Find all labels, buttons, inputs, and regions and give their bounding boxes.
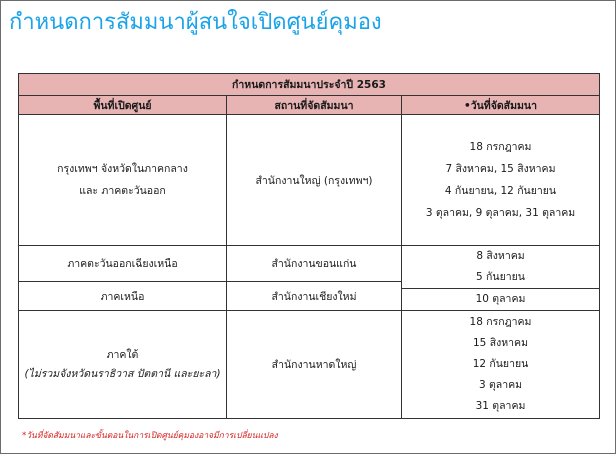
table-row (19, 311, 600, 419)
region-cell: ภาคตะวันออกเฉียงเหนือ (19, 246, 227, 282)
table-caption (19, 74, 600, 96)
venue-cell: สำนักงานเชียงใหม่ (227, 282, 402, 311)
region-cell: กรุงเทพฯ จังหวัดในภาคกลาง และ ภาคตะวันออก (19, 115, 227, 246)
region-cell: ภาคเหนือ (19, 282, 227, 311)
venue-cell: สำนักงานขอนแก่น (227, 246, 402, 282)
region-cell: ภาคใต้ (ไม่รวมจังหวัดนราธิวาส ปัตตานี และยะลา) (19, 311, 227, 419)
table-caption-text: กำหนดการสัมมนาประจำปี 2563 (232, 79, 386, 91)
seminar-schedule-table (18, 73, 600, 419)
column-header-dates: •วันที่จัดสัมมนา (402, 96, 600, 115)
table-row (19, 115, 600, 246)
dates-cell: 18 กรกฎาคม 15 สิงหาคม 12 กันยายน 3 ตุลาคม 31 ตุลาคม (402, 311, 600, 419)
footnote: *วันที่จัดสัมมนาและขั้นตอนในการเปิดศูนย์คุมองอาจมีการเปลี่ยนแปลง (22, 431, 278, 441)
dates-cell: 8 สิงหาคม 5 กันยายน 10 ตุลาคม (402, 246, 600, 311)
column-header-venue: สถานที่จัดสัมมนา (227, 96, 402, 115)
venue-cell: สำนักงานใหญ่ (กรุงเทพฯ) (227, 115, 402, 246)
table-row (19, 246, 600, 282)
venue-cell: สำนักงานหาดใหญ่ (227, 311, 402, 419)
page-title: กำหนดการสัมมนาผู้สนใจเปิดศูนย์คุมอง (9, 10, 382, 35)
dates-cell: 18 กรกฎาคม 7 สิงหาคม, 15 สิงหาคม 4 กันยายน, 12 กันยายน 3 ตุลาคม, 9 ตุลาคม, 31 ตุลาคม (402, 115, 600, 246)
column-header-region: พื้นที่เปิดศูนย์ (19, 96, 227, 115)
